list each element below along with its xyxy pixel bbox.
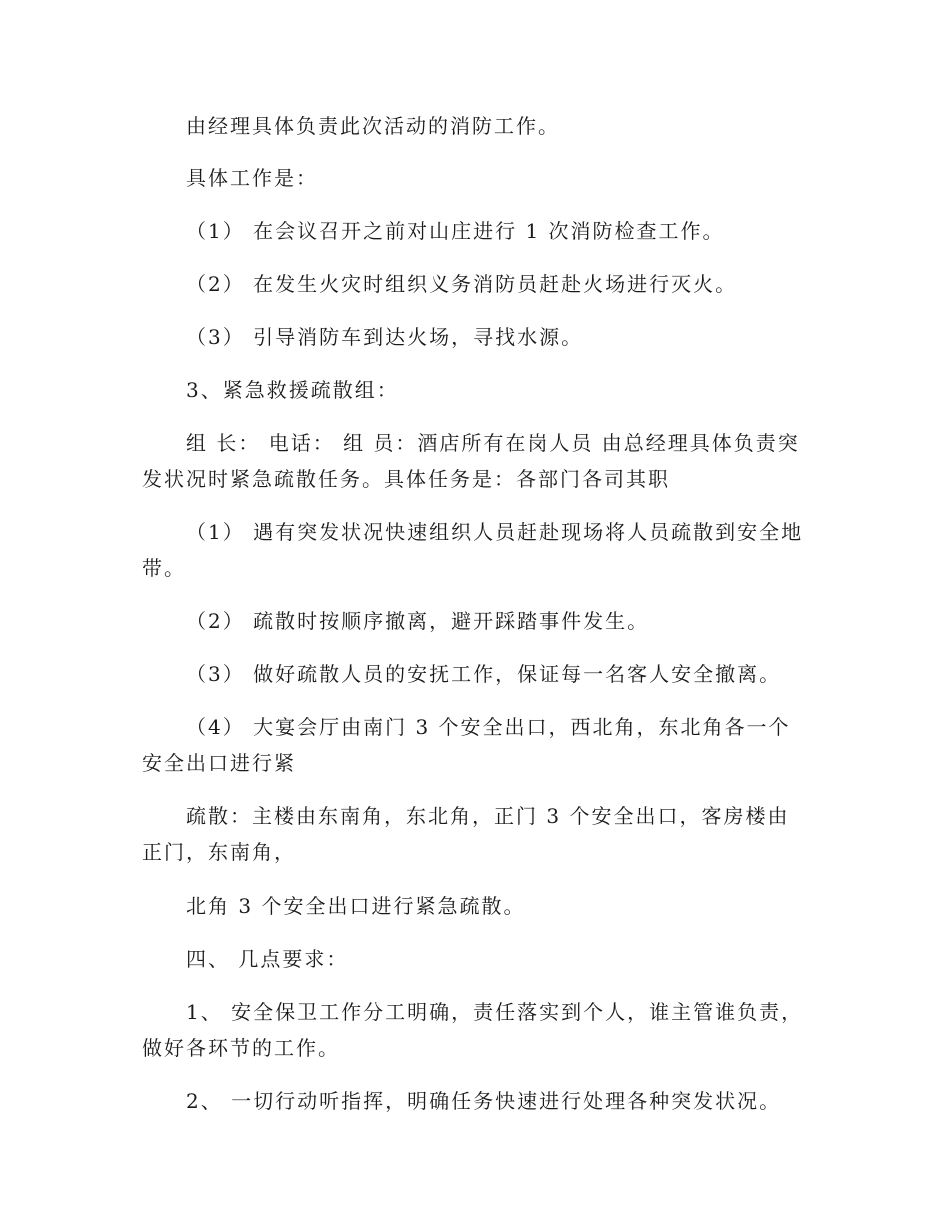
- paragraph-evac-north: 北角 3 个安全出口进行紧急疏散。: [186, 894, 526, 918]
- paragraph-tasks-heading: 具体工作是：: [186, 166, 318, 190]
- list-item-fire-3: （3） 引导消防车到达火场，寻找水源。: [186, 325, 584, 349]
- list-item-requirement-2: 2、 一切行动听指挥，明确任务快速进行处理各种突发状况。: [186, 1089, 782, 1113]
- section-heading-requirements: 四、 几点要求：: [186, 947, 349, 971]
- list-item-fire-1: （1） 在会议召开之前对山庄进行 1 次消防检查工作。: [186, 219, 725, 243]
- paragraph-evacuation-team: 组 长： 电话： 组 员：酒店所有在岗人员 由总经理具体负责突发状况时紧急疏散任务。具体任务是：各部门各司其职: [142, 431, 800, 491]
- list-item-evac-1: （1） 遇有突发状况快速组织人员赶赴现场将人员疏散到安全地带。: [142, 520, 804, 580]
- list-item-evac-4: （4） 大宴会厅由南门 3 个安全出口，西北角，东北角各一个安全出口进行紧: [142, 715, 791, 775]
- paragraph-fire-manager: 由经理具体负责此次活动的消防工作。: [186, 114, 560, 138]
- paragraph-evac-exits: 疏散：主楼由东南角，东北角，正门 3 个安全出口，客房楼由正门，东南角，: [142, 804, 790, 864]
- list-item-requirement-1: 1、 安全保卫工作分工明确，责任落实到个人，谁主管谁负责，做好各环节的工作。: [142, 1000, 804, 1060]
- section-heading-evacuation: 3、紧急救援疏散组：: [186, 378, 399, 402]
- list-item-evac-2: （2） 疏散时按顺序撤离，避开踩踏事件发生。: [186, 609, 650, 633]
- list-item-fire-2: （2） 在发生火灾时组织义务消防员赶赴火场进行灭火。: [186, 272, 738, 296]
- list-item-evac-3: （3） 做好疏散人员的安抚工作，保证每一名客人安全撤离。: [186, 662, 782, 686]
